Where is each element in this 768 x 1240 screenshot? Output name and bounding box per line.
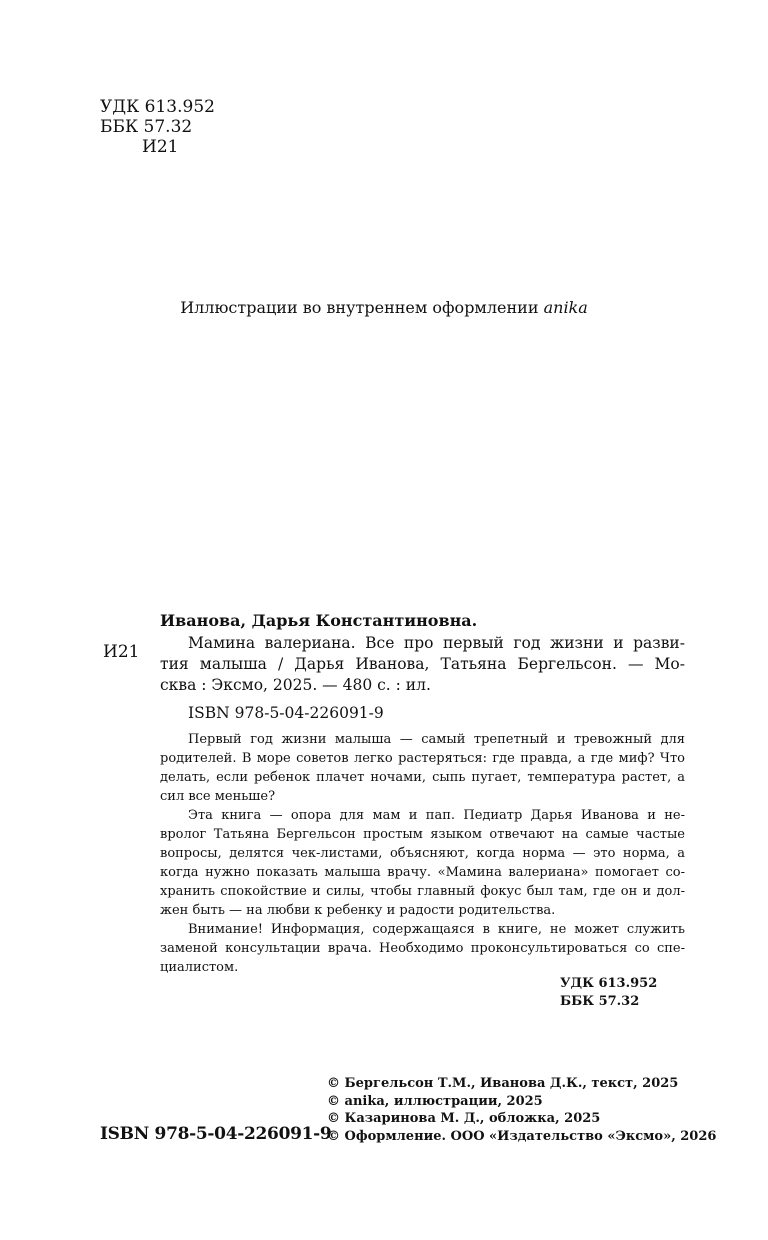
classification-block [100, 97, 215, 157]
bib-line: сква : Эксмо, 2025. — 480 с. : ил. [160, 676, 431, 694]
copyright-line: © Оформление. ООО «Издательство «Эксмо», 2026 [327, 1128, 717, 1144]
isbn-footer: ISBN 978-5-04-226091-9 [100, 1124, 332, 1144]
record-classification [560, 975, 665, 1011]
annotation-line: вролог Татьяна Бергельсон простым языком отвечают на самые частые [160, 827, 685, 842]
record-udk: УДК 613.952 [560, 976, 658, 991]
annotation-line: циалистом. [160, 960, 239, 975]
annotation-line: Первый год жизни малыша — самый трепетный и тревожный для [188, 732, 685, 747]
annotation [160, 730, 685, 977]
copyright-line: © Бергельсон Т.М., Иванова Д.К., текст, 2025 [327, 1076, 679, 1091]
author-mark: И21 [142, 137, 179, 157]
annotation-line: жен быть — на любви к ребенку и радости родительства. [160, 903, 556, 918]
record-author-mark: И21 [103, 642, 140, 662]
bbk-code: ББК 57.32 [100, 117, 193, 137]
bibliographic-description [160, 633, 685, 696]
record-isbn: ISBN 978-5-04-226091-9 [188, 704, 384, 722]
annotation-line: родителей. В море советов легко растеряться: где правда, а где миф? Что [160, 751, 685, 766]
copyright-line: © anika, иллюстрации, 2025 [327, 1093, 543, 1109]
annotation-line: когда нужно показать малыша врачу. «Мамина валериана» помогает со- [160, 865, 685, 880]
annotation-line: сил все меньше? [160, 789, 276, 804]
annotation-line: Внимание! Информация, содержащаяся в книге, не может служить [188, 922, 685, 937]
annotation-line: делать, если ребенок плачет ночами, сыпь пугает, температура растет, а [160, 770, 685, 785]
bib-line: тия малыша / Дарья Иванова, Татьяна Бергельсон. — Мо- [160, 655, 685, 673]
copyright-line: © Казаринова М. Д., обложка, 2025 [327, 1111, 601, 1126]
udk-code: УДК 613.952 [100, 97, 215, 117]
annotation-line: Эта книга — опора для мам и пап. Педиатр Дарья Иванова и не- [188, 808, 685, 823]
illustrator-name: anika [543, 298, 588, 317]
annotation-line: хранить спокойствие и силы, чтобы главный фокус был там, где он и дол- [160, 884, 685, 899]
annotation-line: вопросы, делятся чек-листами, объясняют, когда норма — это норма, а [160, 846, 685, 861]
author-heading: Иванова, Дарья Константиновна. [160, 611, 478, 630]
annotation-line: заменой консультации врача. Необходимо проконсультироваться со спе- [160, 941, 685, 956]
record-bbk: ББК 57.32 [560, 994, 640, 1009]
copyright-block [327, 1075, 716, 1145]
illustrations-text: Иллюстрации во внутреннем оформлении [180, 298, 539, 317]
bib-line: Мамина валериана. Все про первый год жизни и разви- [188, 634, 685, 652]
illustrations-credit [0, 297, 768, 319]
